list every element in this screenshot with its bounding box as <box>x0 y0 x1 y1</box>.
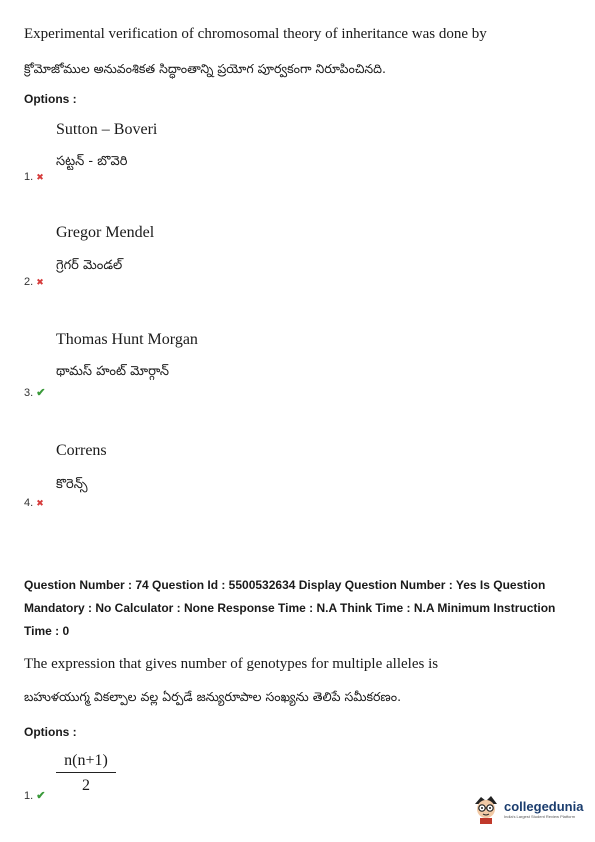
question-meta: Question Number : 74 Question Id : 5500532634 Display Question Number : Yes Is Question Mandatory : No Calculator : None Response Time : N.A Think Time : N.A Minimum Instruction Time : 0 <box>24 578 556 638</box>
options-heading: Options : <box>24 92 77 106</box>
options-heading: Options : <box>24 725 77 739</box>
fraction-bar <box>56 772 116 773</box>
option-3-num-label: 3. <box>24 386 34 399</box>
mascot-icon <box>472 794 500 824</box>
logo-text-block <box>504 799 583 819</box>
option-1-number <box>24 171 44 183</box>
correct-check-icon: ✔ <box>36 387 46 399</box>
option-1-num-label: 1. <box>24 171 34 183</box>
collegedunia-logo <box>472 794 583 824</box>
option-1-te: సట్టన్ - బొవెరి <box>56 154 128 169</box>
option-2-num-label: 2. <box>24 276 34 288</box>
wrong-mark-icon: ✖ <box>36 171 44 182</box>
correct-check-icon: ✔ <box>36 790 46 802</box>
question-text-en: The expression that gives number of genotypes for multiple alleles is <box>24 656 439 672</box>
option-2-number <box>24 276 44 288</box>
question-text-te: క్రోమోజోముల అనువంశికత సిద్ధాంతాన్ని ప్రయోగ పూర్వకంగా నిరూపించినది. <box>24 61 386 76</box>
wrong-mark-icon: ✖ <box>36 276 44 287</box>
fraction-denominator: 2 <box>82 777 90 794</box>
option-3-te: థామస్ హంట్ మోర్గాన్ <box>56 364 169 379</box>
option-1-number <box>24 789 45 802</box>
question-text-en: Experimental verification of chromosomal theory of inheritance was done by <box>24 26 487 42</box>
option-2-te: గ్రెగర్ మెండల్ <box>56 258 123 273</box>
fraction-numerator: n(n+1) <box>64 752 108 769</box>
question-text-te: బహుళయుగ్మ వికల్పాల వల్ల ఏర్పడే జన్యురూపాల సంఖ్యను తెలిపే సమీకరణం. <box>24 689 402 704</box>
option-2-en: Gregor Mendel <box>56 224 155 241</box>
option-4-num-label: 4. <box>24 497 34 509</box>
option-4-te: కొరెన్స్ <box>56 477 88 492</box>
option-1-num-label: 1. <box>24 789 34 802</box>
option-4-number <box>24 497 44 509</box>
option-3-en: Thomas Hunt Morgan <box>56 331 198 348</box>
logo-name: collegedunia <box>504 799 584 814</box>
option-3-number <box>24 386 45 399</box>
wrong-mark-icon: ✖ <box>36 497 44 508</box>
logo-tagline: India's Largest Student Review Platform <box>504 814 576 819</box>
option-1-fraction <box>56 752 116 795</box>
option-4-en: Correns <box>56 442 107 459</box>
option-1-en: Sutton – Boveri <box>56 121 158 138</box>
